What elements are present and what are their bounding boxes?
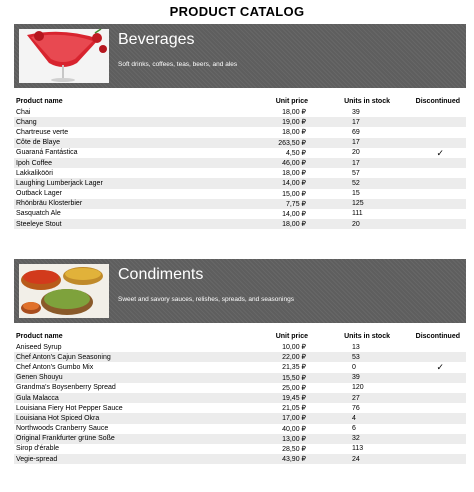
discontinued-check-cell: [394, 168, 466, 178]
product-name-cell: Sasquatch Ale: [14, 209, 236, 219]
column-header-discontinued: Discontinued: [415, 97, 460, 105]
discontinued-check-cell: [394, 352, 466, 362]
unit-price-cell: 18,00 ₽: [236, 127, 308, 137]
unit-price-cell: 40,00 ₽: [236, 424, 308, 434]
discontinued-check-cell: [394, 424, 466, 434]
product-name-cell: Original Frankfurter grüne Soße: [14, 434, 236, 444]
product-name-cell: Grandma's Boysenberry Spread: [14, 383, 236, 393]
product-name-cell: Outback Lager: [14, 189, 236, 199]
table-row: [14, 403, 466, 413]
product-table: [14, 95, 466, 229]
unit-price-cell: 21,35 ₽: [236, 362, 308, 372]
discontinued-check-cell: [394, 117, 466, 127]
units-in-stock-cell: 32: [308, 434, 394, 444]
discontinued-check-cell: [394, 342, 466, 352]
product-name-cell: Northwoods Cranberry Sauce: [14, 424, 236, 434]
unit-price-cell: 14,00 ₽: [236, 209, 308, 219]
category-banner: [14, 24, 466, 88]
table-row: [14, 148, 466, 158]
discontinued-check-cell: [394, 199, 466, 209]
units-in-stock-cell: 13: [308, 342, 394, 352]
unit-price-cell: 14,00 ₽: [236, 178, 308, 188]
units-in-stock-cell: 17: [308, 117, 394, 127]
discontinued-check-cell: [394, 444, 466, 454]
table-row: [14, 393, 466, 403]
unit-price-cell: 25,00 ₽: [236, 383, 308, 393]
table-header-row: [14, 95, 466, 107]
units-in-stock-cell: 76: [308, 403, 394, 413]
units-in-stock-cell: 4: [308, 413, 394, 423]
column-header-unit-price: Unit price: [275, 332, 308, 340]
unit-price-cell: 22,00 ₽: [236, 352, 308, 362]
unit-price-cell: 10,00 ₽: [236, 342, 308, 352]
table-row: [14, 138, 466, 148]
discontinued-check-cell: [394, 219, 466, 229]
units-in-stock-cell: 6: [308, 424, 394, 434]
unit-price-cell: 18,00 ₽: [236, 219, 308, 229]
table-row: [14, 219, 466, 229]
discontinued-check-cell: [394, 138, 466, 148]
product-name-cell: Chef Anton's Gumbo Mix: [14, 362, 236, 372]
units-in-stock-cell: 39: [308, 373, 394, 383]
table-row: [14, 383, 466, 393]
table-row: [14, 199, 466, 209]
spice-bowls-photo-icon: [19, 264, 109, 318]
unit-price-cell: 15,50 ₽: [236, 373, 308, 383]
column-header-product-name: Product name: [16, 97, 63, 105]
product-name-cell: Louisiana Hot Spiced Okra: [14, 413, 236, 423]
units-in-stock-cell: 0: [308, 362, 394, 372]
discontinued-check-cell: [394, 127, 466, 137]
product-name-cell: Guaraná Fantástica: [14, 148, 236, 158]
column-header-units-in-stock: Units in stock: [344, 332, 390, 340]
discontinued-check-cell: [394, 434, 466, 444]
column-header-discontinued: Discontinued: [415, 332, 460, 340]
product-name-cell: Chef Anton's Cajun Seasoning: [14, 352, 236, 362]
table-row: [14, 342, 466, 352]
cocktail-glass-photo-icon: [19, 29, 109, 83]
table-row: [14, 127, 466, 137]
unit-price-cell: 18,00 ₽: [236, 168, 308, 178]
unit-price-cell: 18,00 ₽: [236, 107, 308, 117]
units-in-stock-cell: 17: [308, 158, 394, 168]
discontinued-check-cell: [394, 373, 466, 383]
table-row: [14, 178, 466, 188]
units-in-stock-cell: 120: [308, 383, 394, 393]
units-in-stock-cell: 57: [308, 168, 394, 178]
category-description: Sweet and savory sauces, relishes, spreads, and seasonings: [118, 296, 294, 303]
unit-price-cell: 4,50 ₽: [236, 148, 308, 158]
units-in-stock-cell: 53: [308, 352, 394, 362]
unit-price-cell: 19,45 ₽: [236, 393, 308, 403]
unit-price-cell: 21,05 ₽: [236, 403, 308, 413]
units-in-stock-cell: 20: [308, 148, 394, 158]
category-description: Soft drinks, coffees, teas, beers, and ales: [118, 61, 238, 68]
discontinued-check-cell: [394, 403, 466, 413]
discontinued-check-cell: [394, 158, 466, 168]
table-row: [14, 373, 466, 383]
table-row: [14, 158, 466, 168]
product-name-cell: Laughing Lumberjack Lager: [14, 178, 236, 188]
table-row: [14, 117, 466, 127]
column-header-unit-price: Unit price: [275, 97, 308, 105]
table-row: [14, 168, 466, 178]
product-name-cell: Chartreuse verte: [14, 127, 236, 137]
product-name-cell: Sirop d'érable: [14, 444, 236, 454]
category-section-condiments: [14, 259, 466, 464]
product-name-cell: Vegie-spread: [14, 454, 236, 464]
table-row: [14, 189, 466, 199]
discontinued-check-cell: [394, 189, 466, 199]
units-in-stock-cell: 125: [308, 199, 394, 209]
unit-price-cell: 43,90 ₽: [236, 454, 308, 464]
unit-price-cell: 17,00 ₽: [236, 413, 308, 423]
product-table: [14, 330, 466, 464]
discontinued-check-cell: [394, 393, 466, 403]
table-row: [14, 454, 466, 464]
product-name-cell: Chang: [14, 117, 236, 127]
unit-price-cell: 19,00 ₽: [236, 117, 308, 127]
units-in-stock-cell: 52: [308, 178, 394, 188]
discontinued-check-cell: [394, 454, 466, 464]
unit-price-cell: 7,75 ₽: [236, 199, 308, 209]
page-title: PRODUCT CATALOG: [169, 4, 305, 19]
product-name-cell: Chai: [14, 107, 236, 117]
discontinued-check-cell: [394, 383, 466, 393]
discontinued-check-cell: [394, 178, 466, 188]
category-section-beverages: [14, 24, 466, 229]
category-banner: [14, 259, 466, 323]
product-name-cell: Steeleye Stout: [14, 219, 236, 229]
table-row: [14, 209, 466, 219]
discontinued-check-cell: [394, 413, 466, 423]
table-row: [14, 352, 466, 362]
product-name-cell: Ipoh Coffee: [14, 158, 236, 168]
table-row: [14, 362, 466, 372]
table-row: [14, 107, 466, 117]
product-name-cell: Gula Malacca: [14, 393, 236, 403]
unit-price-cell: 13,00 ₽: [236, 434, 308, 444]
category-name: Beverages: [118, 31, 195, 48]
table-row: [14, 413, 466, 423]
units-in-stock-cell: 39: [308, 107, 394, 117]
table-header-row: [14, 330, 466, 342]
discontinued-check-cell: ✓: [394, 148, 466, 158]
discontinued-check-cell: [394, 209, 466, 219]
unit-price-cell: 46,00 ₽: [236, 158, 308, 168]
units-in-stock-cell: 113: [308, 444, 394, 454]
units-in-stock-cell: 17: [308, 138, 394, 148]
table-row: [14, 444, 466, 454]
units-in-stock-cell: 20: [308, 219, 394, 229]
unit-price-cell: 28,50 ₽: [236, 444, 308, 454]
product-name-cell: Genen Shouyu: [14, 373, 236, 383]
table-row: [14, 434, 466, 444]
units-in-stock-cell: 111: [308, 209, 394, 219]
product-name-cell: Lakkalikööri: [14, 168, 236, 178]
discontinued-check-cell: [394, 107, 466, 117]
discontinued-check-cell: ✓: [394, 362, 466, 372]
product-name-cell: Louisiana Fiery Hot Pepper Sauce: [14, 403, 236, 413]
product-name-cell: Côte de Blaye: [14, 138, 236, 148]
product-name-cell: Rhönbräu Klosterbier: [14, 199, 236, 209]
product-name-cell: Aniseed Syrup: [14, 342, 236, 352]
column-header-units-in-stock: Units in stock: [344, 97, 390, 105]
units-in-stock-cell: 15: [308, 189, 394, 199]
column-header-product-name: Product name: [16, 332, 63, 340]
units-in-stock-cell: 27: [308, 393, 394, 403]
table-row: [14, 424, 466, 434]
units-in-stock-cell: 69: [308, 127, 394, 137]
units-in-stock-cell: 24: [308, 454, 394, 464]
unit-price-cell: 15,00 ₽: [236, 189, 308, 199]
category-name: Condiments: [118, 266, 204, 283]
unit-price-cell: 263,50 ₽: [236, 138, 308, 148]
